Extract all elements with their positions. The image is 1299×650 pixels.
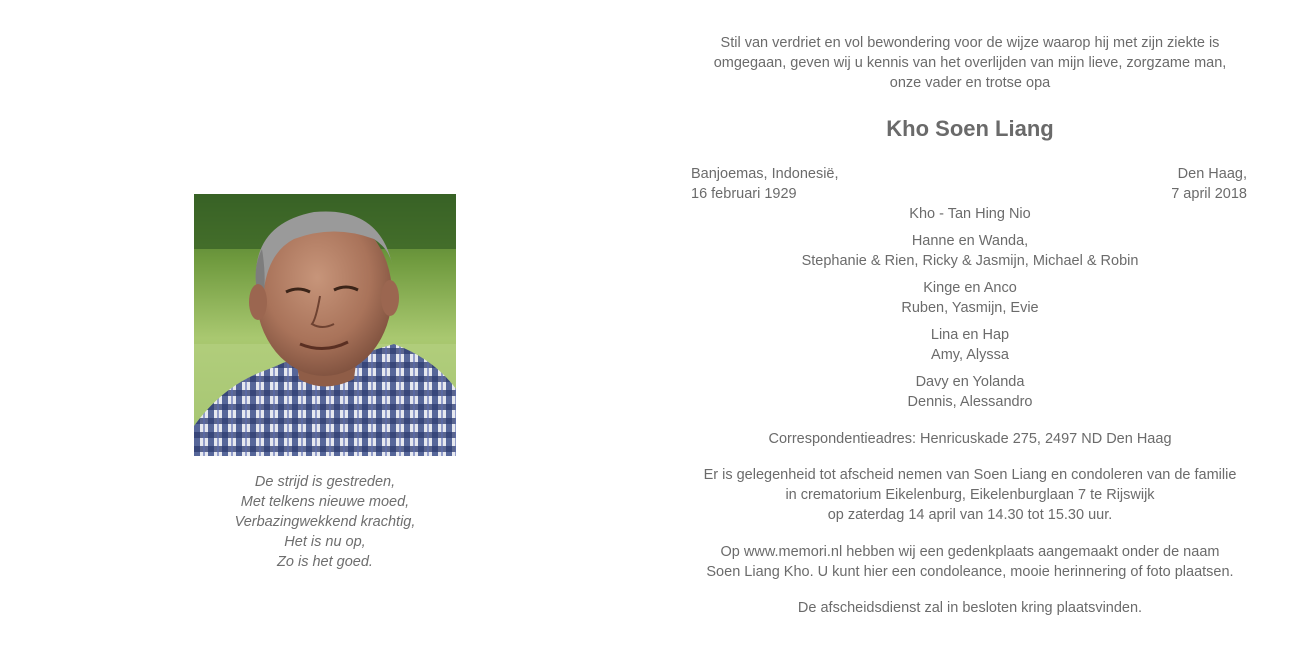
portrait-photo — [194, 194, 456, 456]
family-kids: Stephanie & Rien, Ricky & Jasmijn, Michael & Robin — [801, 253, 1139, 269]
poem-line: Verbazingwekkend krachtig, — [234, 514, 416, 530]
family-kids: Ruben, Yasmijn, Evie — [901, 300, 1039, 316]
closing-line: De afscheidsdienst zal in besloten kring plaatsvinden. — [797, 600, 1143, 616]
family-group — [690, 325, 1250, 365]
farewell-info — [690, 465, 1250, 525]
birth-info — [691, 164, 839, 204]
family-group — [690, 231, 1250, 271]
spouse-line: Kho - Tan Hing Nio — [909, 206, 1031, 222]
family-group — [690, 278, 1250, 318]
family-parents: Kinge en Anco — [923, 280, 1017, 296]
death-date: 7 april 2018 — [1171, 186, 1247, 202]
portrait-image — [194, 194, 456, 456]
memori-info — [690, 542, 1250, 582]
family-group — [690, 372, 1250, 412]
right-panel — [690, 0, 1250, 650]
intro-text — [690, 33, 1250, 93]
deceased-name: Kho Soen Liang — [886, 116, 1054, 141]
intro-line: onze vader en trotse opa — [889, 75, 1051, 91]
birth-date: 16 februari 1929 — [691, 186, 797, 202]
intro-line: omgegaan, geven wij u kennis van het overlijden van mijn lieve, zorgzame man, — [713, 55, 1227, 71]
farewell-line: op zaterdag 14 april van 14.30 tot 15.30 uur. — [827, 507, 1113, 523]
family-parents: Lina en Hap — [930, 327, 1010, 343]
poem — [175, 472, 475, 572]
intro-line: Stil van verdriet en vol bewondering voor de wijze waarop hij met zijn ziekte is — [720, 35, 1220, 51]
poem-line: De strijd is gestreden, — [254, 474, 396, 490]
farewell-line: in crematorium Eikelenburg, Eikelenburglaan 7 te Rijswijk — [785, 487, 1155, 503]
spouse-name — [690, 204, 1250, 224]
poem-line: Met telkens nieuwe moed, — [240, 494, 410, 510]
death-info — [1171, 164, 1247, 204]
family-kids: Amy, Alyssa — [931, 347, 1009, 363]
family-parents: Davy en Yolanda — [915, 374, 1025, 390]
memori-line: Op www.memori.nl hebben wij een gedenkplaats aangemaakt onder de naam — [720, 544, 1220, 560]
farewell-line: Er is gelegenheid tot afscheid nemen van Soen Liang en condoleren van de familie — [703, 467, 1237, 483]
memori-line: Soen Liang Kho. U kunt hier een condoleance, mooie herinnering of foto plaatsen. — [706, 564, 1234, 580]
birth-place: Banjoemas, Indonesië, — [691, 166, 839, 182]
poem-line: Het is nu op, — [284, 534, 366, 550]
death-place: Den Haag, — [1177, 166, 1247, 182]
family-kids: Dennis, Alessandro — [907, 394, 1033, 410]
correspondence-line: Correspondentieadres: Henricuskade 275, 2497 ND Den Haag — [768, 431, 1172, 447]
family-parents: Hanne en Wanda, — [911, 233, 1029, 249]
closing-note — [690, 598, 1250, 618]
correspondence-address — [690, 429, 1250, 449]
poem-line: Zo is het goed. — [277, 554, 373, 570]
